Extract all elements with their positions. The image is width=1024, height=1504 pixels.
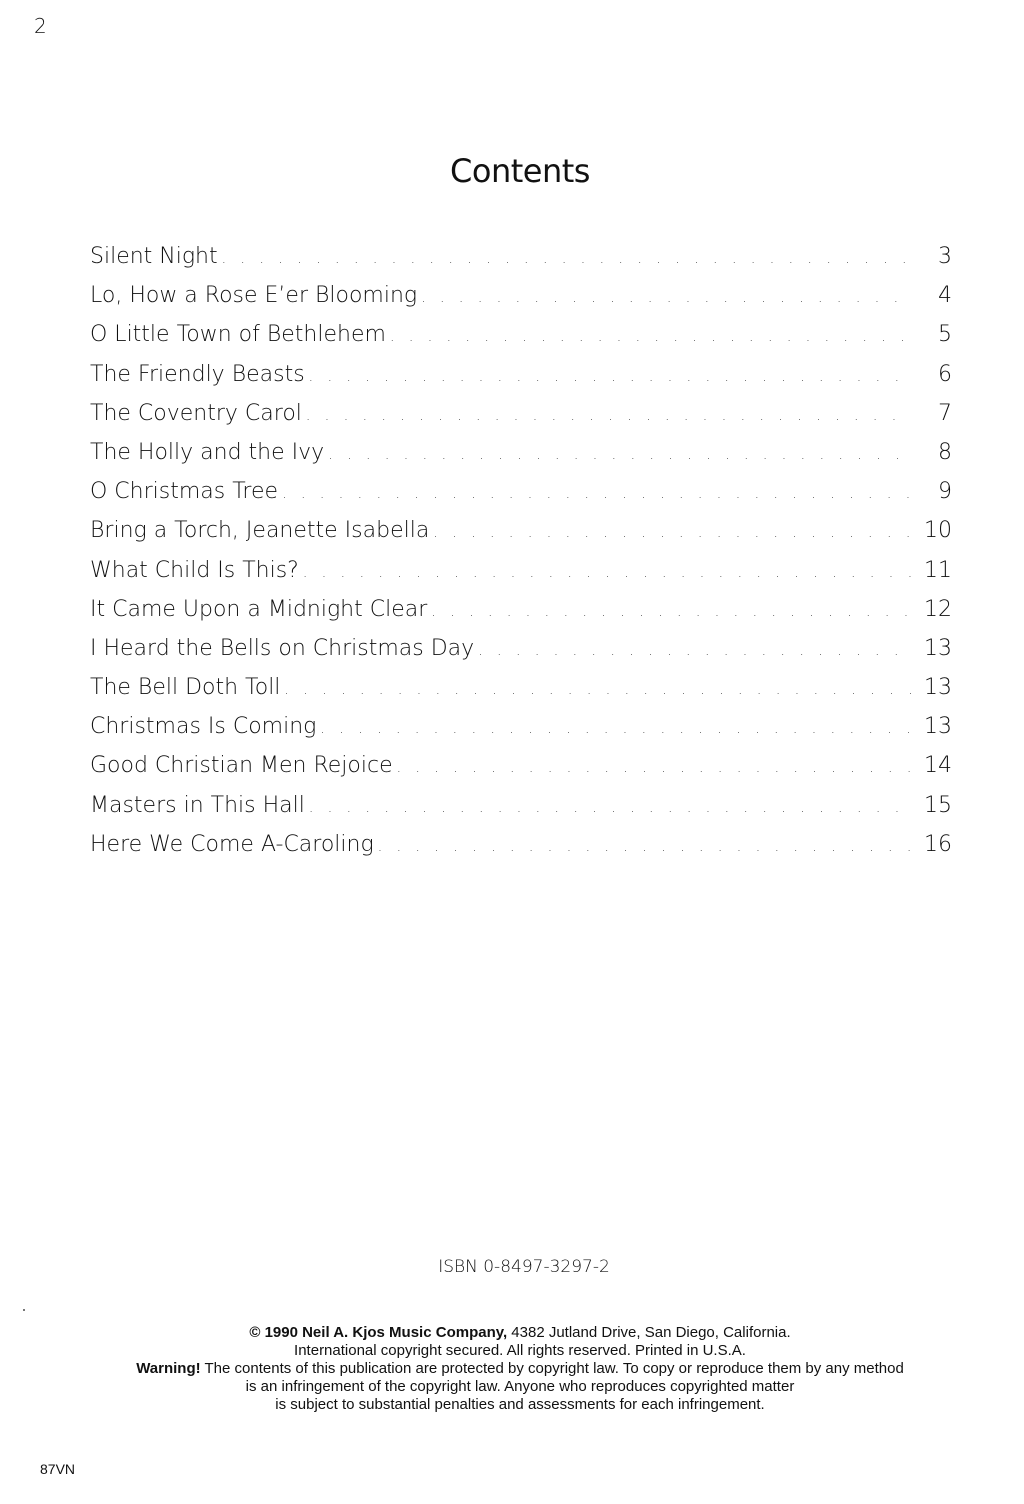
toc-leader-dots <box>378 839 912 855</box>
toc-leader-dots <box>433 525 912 541</box>
publisher-address: 4382 Jutland Drive, San Diego, California. <box>507 1324 791 1341</box>
warning-label: Warning! <box>136 1360 201 1377</box>
toc-entry <box>90 479 952 518</box>
page-title: Contents <box>450 152 590 190</box>
toc-leader-dots <box>397 760 912 776</box>
toc-entry <box>90 832 952 871</box>
copyright-line-1 <box>40 1324 1000 1342</box>
toc-entry-title: Here We Come A-Caroling <box>90 831 374 857</box>
isbn: ISBN 0-8497-3297-2 <box>438 1257 610 1277</box>
warning-line-3: is subject to substantial penalties and assessments for each infringement. <box>275 1396 765 1413</box>
toc-entry-title: Bring a Torch, Jeanette Isabella <box>90 518 430 544</box>
toc-leader-dots <box>478 643 912 659</box>
toc-entry-page: 10 <box>924 518 952 544</box>
toc-entry-title: Lo, How a Rose E’er Blooming <box>90 283 418 309</box>
toc-entry-page: 9 <box>938 479 952 505</box>
toc-entry-page: 8 <box>938 439 952 465</box>
toc-leader-dots <box>222 251 912 267</box>
toc-entry-title: Masters in This Hall <box>90 792 305 818</box>
toc-entry <box>90 322 952 361</box>
toc-entry-page: 7 <box>938 400 952 426</box>
toc-entry-title: It Came Upon a Midnight Clear <box>90 596 428 622</box>
toc-entry <box>90 518 952 557</box>
toc-leader-dots <box>306 408 912 424</box>
toc-entry <box>90 283 952 322</box>
toc-entry <box>90 558 952 597</box>
toc-entry-title: I Heard the Bells on Christmas Day <box>90 635 475 661</box>
toc-entry-title: Good Christian Men Rejoice <box>90 753 393 779</box>
toc-entry-page: 5 <box>938 322 952 348</box>
toc-entry-title: The Bell Doth Toll <box>90 675 281 701</box>
toc-entry-page: 16 <box>924 831 952 857</box>
toc-entry-page: 6 <box>938 361 952 387</box>
toc-leader-dots <box>303 565 912 581</box>
page-number: 2 <box>34 14 47 38</box>
toc-entry-page: 4 <box>938 283 952 309</box>
toc-entry <box>90 401 952 440</box>
toc-entry-title: Christmas Is Coming <box>90 714 317 740</box>
toc-entry-title: Silent Night <box>90 244 218 269</box>
toc-leader-dots <box>328 447 912 463</box>
toc-leader-dots <box>309 369 912 385</box>
toc-entry <box>90 362 952 401</box>
toc-entry-title: The Coventry Carol <box>90 400 302 426</box>
toc-entry-title: The Holly and the Ivy <box>90 439 325 465</box>
toc-leader-dots <box>431 604 912 620</box>
warning-line-2: is an infringement of the copyright law. Anyone who reproduces copyrighted matter <box>245 1378 795 1395</box>
toc-leader-dots <box>320 721 912 737</box>
toc-entry <box>90 675 952 714</box>
toc-entry <box>90 714 952 753</box>
publisher-name: © 1990 Neil A. Kjos Music Company, <box>249 1324 508 1341</box>
toc-entry-title: The Friendly Beasts <box>90 361 305 387</box>
copyright-notice <box>40 1324 1000 1414</box>
toc-entry-title: What Child Is This? <box>90 557 299 583</box>
toc-entry-title: O Christmas Tree <box>90 479 279 505</box>
toc-entry <box>90 597 952 636</box>
toc-entry-page: 14 <box>924 753 952 779</box>
toc-entry-title: O Little Town of Bethlehem <box>90 322 386 348</box>
toc-entry-page: 12 <box>924 596 952 622</box>
toc-entry-page: 13 <box>924 635 952 661</box>
toc-entry-page: 13 <box>924 675 952 701</box>
toc-entry-page: 3 <box>938 244 952 269</box>
warning-text-1: The contents of this publication are protected by copyright law. To copy or reproduce them by any method <box>200 1360 904 1377</box>
toc-entry <box>90 440 952 479</box>
copyright-line-2: International copyright secured. All rights reserved. Printed in U.S.A. <box>294 1342 746 1359</box>
table-of-contents <box>90 244 952 871</box>
catalog-number: 87VN <box>40 1461 76 1477</box>
toc-entry <box>90 636 952 675</box>
toc-leader-dots <box>284 682 912 698</box>
scan-speck <box>23 1309 25 1311</box>
toc-entry-page: 13 <box>924 714 952 740</box>
toc-leader-dots <box>421 290 912 306</box>
toc-entry <box>90 244 952 283</box>
toc-entry-page: 15 <box>924 792 952 818</box>
toc-entry <box>90 793 952 832</box>
toc-leader-dots <box>309 800 912 816</box>
toc-entry-page: 11 <box>924 557 952 583</box>
toc-leader-dots <box>282 486 912 502</box>
warning-line-1 <box>40 1360 1000 1378</box>
toc-entry <box>90 753 952 792</box>
toc-leader-dots <box>390 329 912 345</box>
